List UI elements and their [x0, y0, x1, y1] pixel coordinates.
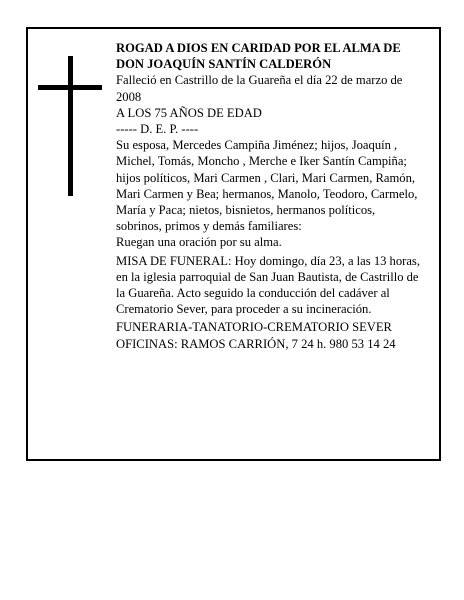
death-details: Falleció en Castrillo de la Guareña el día 22 de marzo de 2008: [116, 73, 403, 104]
funeral-home: FUNERARIA-TANATORIO-CREMATORIO SEVER: [116, 320, 392, 335]
rip-line: ----- D. E. P. ----: [116, 122, 199, 137]
cross-horizontal-bar: [38, 85, 102, 90]
age-line: A LOS 75 AÑOS DE EDAD: [116, 105, 262, 120]
prayer-request: Ruegan una oración por su alma.: [116, 235, 282, 250]
family-list: Su esposa, Mercedes Campiña Jiménez; hijos, Joaquín , Michel, Tomás, Moncho , Merche e Iker Santín Campiña; hijos políticos, Mari Carmen , Clari, Mari Carmen, Ramón, Mari Carmen y Bea; hermanos, Manolo, Teodoro, Carmelo, María y Paca; nietos, bisnietos, hermanos políticos, sobrinos, primos y demás familiares:: [116, 138, 418, 234]
obituary-notice: [26, 27, 441, 461]
office-contact: OFICINAS: RAMOS CARRIÓN, 7 24 h. 980 53 14 24: [116, 336, 396, 351]
notice-header: ROGAD A DIOS EN CARIDAD POR EL ALMA DE: [116, 41, 401, 55]
funeral-details: MISA DE FUNERAL: Hoy domingo, día 23, a las 13 horas, en la iglesia parroquial de San Juan Bautista, de Castrillo de la Guareña. Acto seguido la conducción del cadáver al Crematorio Sever, para proceder a su incineración.: [116, 253, 420, 317]
notice-text: [116, 40, 424, 352]
cross-vertical-bar: [68, 56, 73, 196]
deceased-name: DON JOAQUÍN SANTÍN CALDERÓN: [116, 57, 332, 72]
